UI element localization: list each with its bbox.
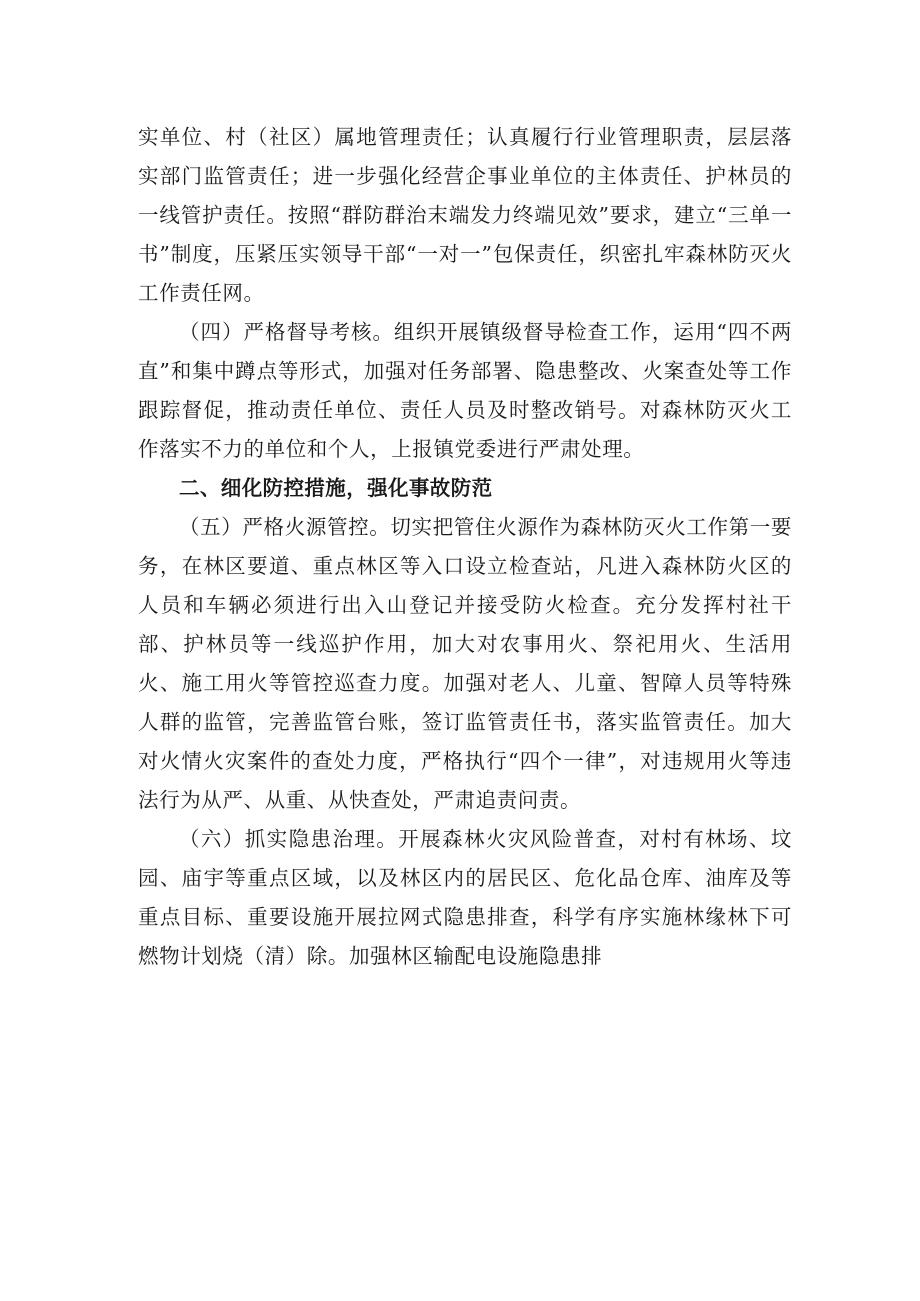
paragraph-supervision-assessment: （四）严格督导考核。组织开展镇级督导检查工作，运用“四不两直”和集中蹲点等形式，加强对任务部署、隐患整改、火案查处等工作跟踪督促，推动责任单位、责任人员及时整改销号。对森林防灭火工作落实不力的单位和个人，上报镇党委进行严肃处理。: [138, 320, 792, 461]
paragraph-responsibility-continued: 实单位、村（社区）属地管理责任；认真履行行业管理职责，层层落实部门监管责任；进一步强化经营企事业单位的主体责任、护林员的一线管护责任。按照“群防群治末端发力终端见效”要求，建立“三单一书”制度，压紧压实领导干部“一对一”包保责任，织密扎牢森林防灭火工作责任网。: [138, 125, 792, 305]
section-heading-prevention: 二、细化防控措施，强化事故防范: [179, 476, 493, 500]
document-page: [138, 118, 792, 976]
paragraph-hazard-governance: （六）抓实隐患治理。开展森林火灾风险普查，对村有林场、坟园、庙宇等重点区域，以及林区内的居民区、危化品仓库、油库及等重点目标、重要设施开展拉网式隐患排查，科学有序实施林缘林下可燃物计划烧（清）除。加强林区输配电设施隐患排: [138, 827, 792, 968]
paragraph-fire-source-control: （五）严格火源管控。切实把管住火源作为森林防灭火工作第一要务，在林区要道、重点林区等入口设立检查站，凡进入森林防火区的人员和车辆必须进行出入山登记并接受防火检查。充分发挥村社干部、护林员等一线巡护作用，加大对农事用火、祭祀用火、生活用火、施工用火等管控巡查力度。加强对老人、儿童、智障人员等特殊人群的监管，完善监管台账，签订监管责任书，落实监管责任。加大对火情火灾案件的查处力度，严格执行“四个一律”，对违规用火等违法行为从严、从重、从快查处，严肃追责问责。: [138, 515, 792, 812]
